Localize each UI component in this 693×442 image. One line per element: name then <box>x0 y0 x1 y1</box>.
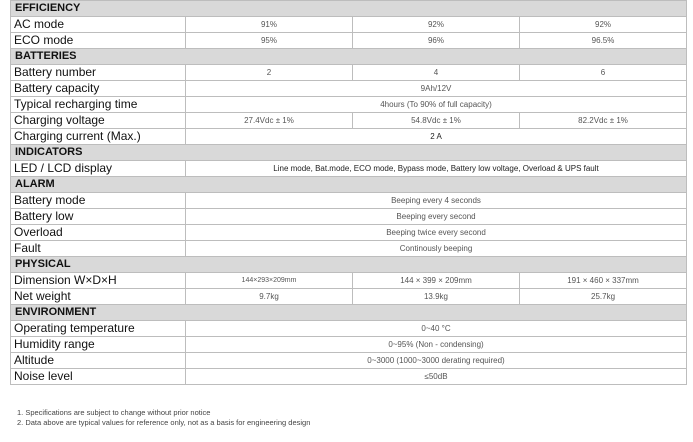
value-cell: 0~95% (Non - condensing) <box>186 337 687 353</box>
value-cell: 0~3000 (1000~3000 derating required) <box>186 353 687 369</box>
row-alarm-fault <box>11 241 687 257</box>
value-cell: 191 × 460 × 337mm <box>520 273 687 289</box>
section-title: EFFICIENCY <box>11 1 687 17</box>
value-cell: 144×293×209mm <box>186 273 353 289</box>
row-label: LED / LCD display <box>11 161 186 177</box>
value-cell: 92% <box>353 17 520 33</box>
row-charging-current <box>11 129 687 145</box>
value-cell: Beeping every second <box>186 209 687 225</box>
row-label: Altitude <box>11 353 186 369</box>
value-cell: 9Ah/12V <box>186 81 687 97</box>
spec-table <box>10 0 687 385</box>
value-cell: 82.2Vdc ± 1% <box>520 113 687 129</box>
section-header-environment <box>11 305 687 321</box>
value-cell: 96% <box>353 33 520 49</box>
row-battery-number <box>11 65 687 81</box>
row-alarm-battery-low <box>11 209 687 225</box>
section-title: ALARM <box>11 177 687 193</box>
section-header-efficiency <box>11 1 687 17</box>
row-noise-level <box>11 369 687 385</box>
row-label: Noise level <box>11 369 186 385</box>
footnote: 1. Specifications are subject to change without prior notice <box>17 408 211 417</box>
footnote: 2. Data above are typical values for reference only, not as a basis for engineering design <box>17 418 311 427</box>
row-label: Net weight <box>11 289 186 305</box>
value-cell: 27.4Vdc ± 1% <box>186 113 353 129</box>
row-humidity-range <box>11 337 687 353</box>
section-title: INDICATORS <box>11 145 687 161</box>
value-cell: 13.9kg <box>353 289 520 305</box>
row-label: Typical recharging time <box>11 97 186 113</box>
value-cell: Beeping every 4 seconds <box>186 193 687 209</box>
row-label: Charging current (Max.) <box>11 129 186 145</box>
value-cell: Continously beeping <box>186 241 687 257</box>
section-title: PHYSICAL <box>11 257 687 273</box>
value-cell: 4 <box>353 65 520 81</box>
row-eco-mode <box>11 33 687 49</box>
value-cell: 25.7kg <box>520 289 687 305</box>
row-net-weight <box>11 289 687 305</box>
value-cell: 96.5% <box>520 33 687 49</box>
row-label: Battery mode <box>11 193 186 209</box>
row-label: Battery low <box>11 209 186 225</box>
section-header-alarm <box>11 177 687 193</box>
value-cell: 2 <box>186 65 353 81</box>
value-cell: 9.7kg <box>186 289 353 305</box>
row-label: Operating temperature <box>11 321 186 337</box>
value-cell: 4hours (To 90% of full capacity) <box>186 97 687 113</box>
section-header-physical <box>11 257 687 273</box>
row-led-display <box>11 161 687 177</box>
row-label: AC mode <box>11 17 186 33</box>
value-cell: 144 × 399 × 209mm <box>353 273 520 289</box>
value-cell: 54.8Vdc ± 1% <box>353 113 520 129</box>
value-cell: Line mode, Bat.mode, ECO mode, Bypass mode, Battery low voltage, Overload & UPS fault <box>186 161 687 177</box>
value-cell: 6 <box>520 65 687 81</box>
footnotes <box>17 408 677 428</box>
row-label: Dimension W×D×H <box>11 273 186 289</box>
value-cell: 0~40 °C <box>186 321 687 337</box>
row-recharge-time <box>11 97 687 113</box>
row-label: ECO mode <box>11 33 186 49</box>
row-operating-temperature <box>11 321 687 337</box>
row-label: Humidity range <box>11 337 186 353</box>
row-altitude <box>11 353 687 369</box>
value-cell: 2 A <box>186 129 687 145</box>
row-label: Fault <box>11 241 186 257</box>
value-cell: 92% <box>520 17 687 33</box>
row-label: Battery capacity <box>11 81 186 97</box>
row-battery-capacity <box>11 81 687 97</box>
row-charging-voltage <box>11 113 687 129</box>
value-cell: ≤50dB <box>186 369 687 385</box>
value-cell: 91% <box>186 17 353 33</box>
row-alarm-battery-mode <box>11 193 687 209</box>
section-header-indicators <box>11 145 687 161</box>
row-label: Overload <box>11 225 186 241</box>
row-dimension <box>11 273 687 289</box>
row-alarm-overload <box>11 225 687 241</box>
section-header-batteries <box>11 49 687 65</box>
row-ac-mode <box>11 17 687 33</box>
value-cell: 95% <box>186 33 353 49</box>
value-cell: Beeping twice every second <box>186 225 687 241</box>
row-label: Battery number <box>11 65 186 81</box>
row-label: Charging voltage <box>11 113 186 129</box>
section-title: ENVIRONMENT <box>11 305 687 321</box>
section-title: BATTERIES <box>11 49 687 65</box>
